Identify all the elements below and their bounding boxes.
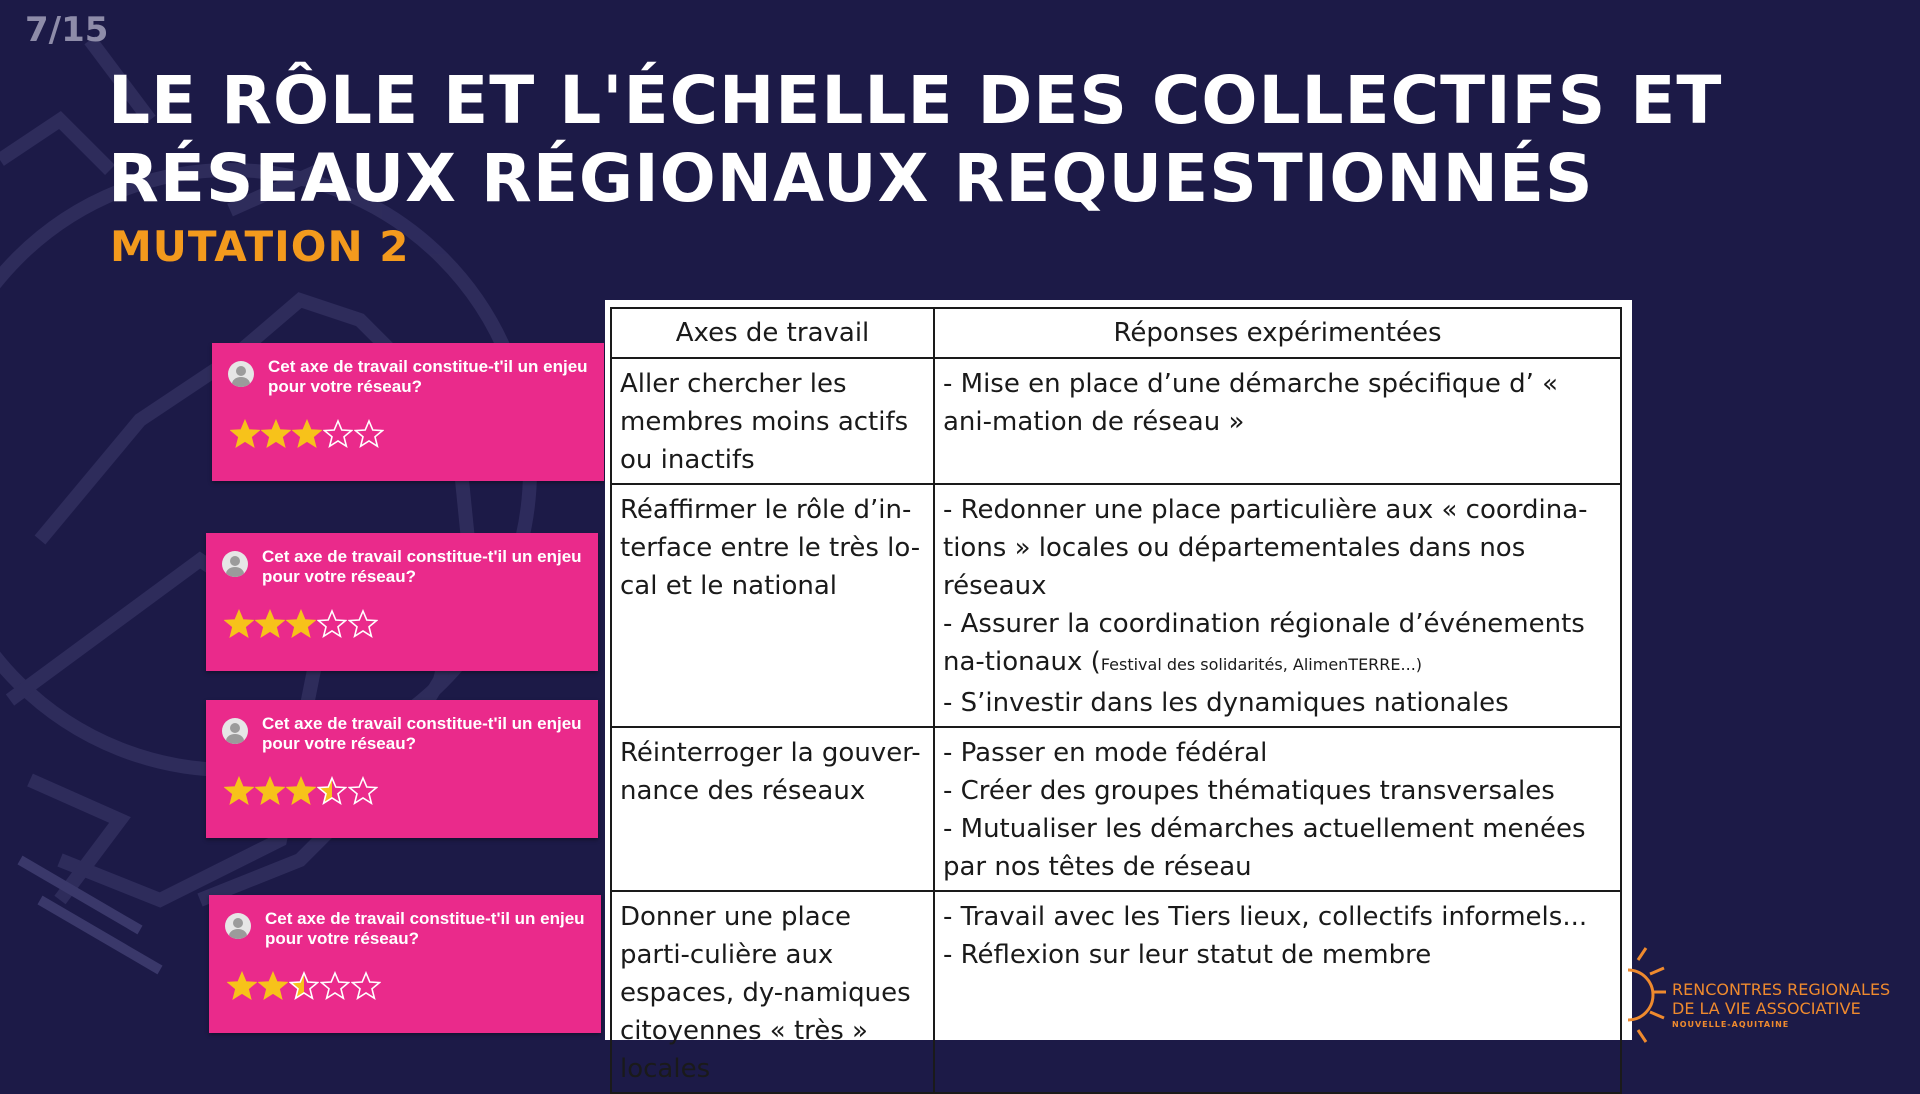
star-icon	[351, 971, 381, 1001]
page-subtitle: MUTATION 2	[110, 222, 410, 271]
axis-cell: Réinterroger la gouver-nance des réseaux	[611, 727, 934, 891]
axis-cell: Aller chercher les membres moins actifs ou inactifs	[611, 358, 934, 484]
star-icon	[348, 609, 378, 639]
star-icon	[320, 971, 350, 1001]
star-icon	[292, 419, 322, 449]
star-icon	[317, 776, 347, 806]
table-row	[611, 891, 1621, 1093]
column-header: Axes de travail	[611, 308, 934, 358]
star-icon	[261, 419, 291, 449]
response-line: - Créer des groupes thématiques transversales	[943, 776, 1555, 806]
column-header: Réponses expérimentées	[934, 308, 1621, 358]
star-icon	[289, 971, 319, 1001]
star-icon	[348, 776, 378, 806]
response-line: - Redonner une place particulière aux « coordina-tions » locales ou départementales dans nos réseaux	[943, 495, 1588, 601]
star-icon	[224, 609, 254, 639]
star-icon	[224, 776, 254, 806]
work-axes-table-image	[605, 300, 1632, 1084]
axis-cell: Donner une place parti-culière aux espaces, dy-namiques citoyennes « très » locales	[611, 891, 934, 1093]
star-icon	[258, 971, 288, 1001]
rating-card	[206, 700, 598, 838]
responses-cell	[934, 484, 1621, 727]
card-question: Cet axe de travail constitue-t'il un enjeu pour votre réseau?	[262, 714, 582, 753]
responses-cell	[934, 891, 1621, 1093]
star-rating	[224, 776, 378, 810]
star-icon	[255, 776, 285, 806]
card-question: Cet axe de travail constitue-t'il un enjeu pour votre réseau?	[262, 547, 582, 586]
rating-card	[206, 533, 598, 671]
responses-cell	[934, 358, 1621, 484]
response-line: - Mise en place d’une démarche spécifique d’ « ani-mation de réseau »	[943, 369, 1559, 437]
user-avatar-icon	[222, 551, 248, 577]
card-question: Cet axe de travail constitue-t'il un enjeu pour votre réseau?	[268, 357, 588, 396]
user-avatar-icon	[222, 718, 248, 744]
work-axes-table	[610, 307, 1622, 1094]
page-title: LE RÔLE ET L'ÉCHELLE DES COLLECTIFS ET RÉSEAUX RÉGIONAUX REQUESTIONNÉS	[108, 62, 1723, 217]
card-question: Cet axe de travail constitue-t'il un enjeu pour votre réseau?	[265, 909, 585, 948]
responses-cell	[934, 727, 1621, 891]
response-line: - Passer en mode fédéral	[943, 738, 1268, 768]
star-icon	[354, 419, 384, 449]
star-rating	[230, 419, 384, 453]
rating-card	[212, 343, 604, 481]
logo-line: DE LA VIE ASSOCIATIVE	[1672, 999, 1861, 1018]
response-line: - S’investir dans les dynamiques nationales	[943, 688, 1509, 718]
star-rating	[224, 609, 378, 643]
table-row	[611, 727, 1621, 891]
star-icon	[323, 419, 353, 449]
response-note: Festival des solidarités, AlimenTERRE...)	[1100, 655, 1423, 674]
response-text: - Assurer la coordination régionale d’événements na-tionaux (	[943, 609, 1585, 677]
response-line: - Mutualiser les démarches actuellement menées par nos têtes de réseau	[943, 814, 1586, 882]
table-row	[611, 358, 1621, 484]
table-row	[611, 484, 1621, 727]
response-line	[943, 605, 1612, 684]
logo-line: RENCONTRES REGIONALES	[1672, 980, 1891, 999]
event-logo	[1672, 980, 1890, 1032]
star-icon	[286, 609, 316, 639]
logo-line: NOUVELLE-AQUITAINE	[1672, 1020, 1790, 1029]
star-icon	[255, 609, 285, 639]
axis-cell: Réaffirmer le rôle d’in-terface entre le très lo-cal et le national	[611, 484, 934, 727]
star-rating	[227, 971, 381, 1005]
star-icon	[286, 776, 316, 806]
page-counter: 7/15	[25, 10, 109, 50]
star-icon	[230, 419, 260, 449]
user-avatar-icon	[228, 361, 254, 387]
response-line: - Réflexion sur leur statut de membre	[943, 940, 1432, 970]
star-icon	[227, 971, 257, 1001]
table-header-row	[611, 308, 1621, 358]
sun-icon	[1620, 940, 1670, 1050]
rating-card	[209, 895, 601, 1033]
user-avatar-icon	[225, 913, 251, 939]
star-icon	[317, 609, 347, 639]
response-line: - Travail avec les Tiers lieux, collectifs informels...	[943, 902, 1588, 932]
